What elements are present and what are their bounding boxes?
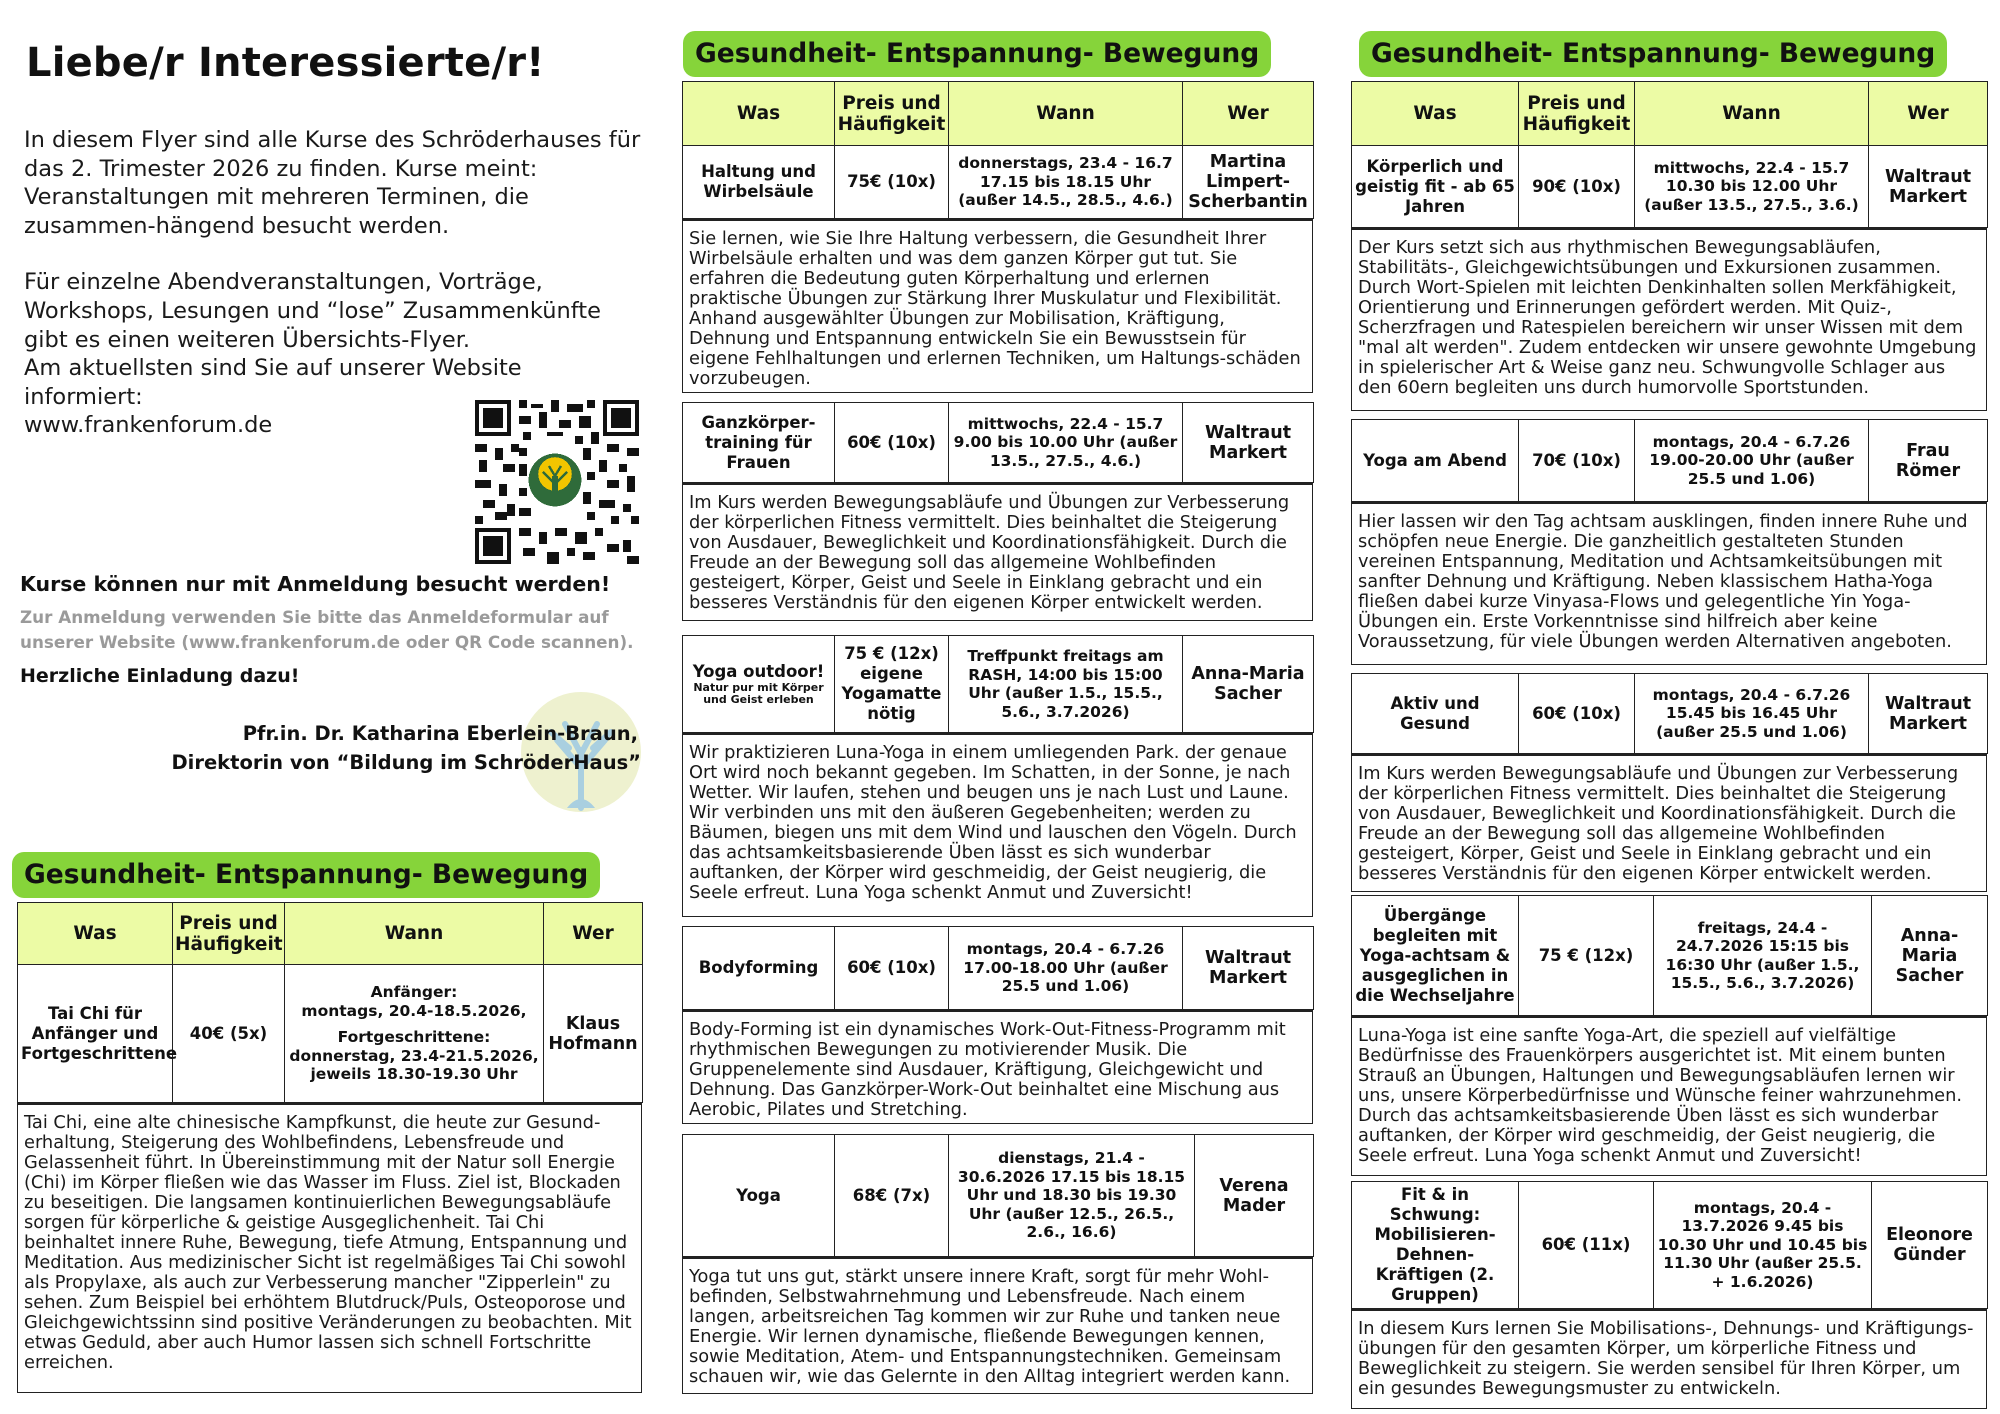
course-was: Yoga (683, 1135, 835, 1257)
header-wer: Wer (1183, 82, 1314, 146)
course-ganzkoerper (682, 402, 1313, 621)
course-haltung (682, 81, 1313, 393)
course-table (682, 81, 1314, 219)
course-description: Sie lernen, wie Sie Ihre Haltung verbessern, die Gesundheit Ihrer Wirbelsäule erhalten und was dem ganzen Körper gut tut. Sie erfahren die Bedeutung guten Körperhaltung und erlernen praktische Übungen zur Stärkung Ihrer Muskulatur und Flexibilität. Anhand ausgewählter Übungen zur Mobilisation, Kräftigung, Dehnung und Entspannung entwickeln Sie ein Bewusstsein für eigene Fehlhaltungen und erlernen Techniken, um Haltungs-schäden vorzubeugen. (682, 219, 1313, 393)
course-yogaoutdoor (682, 635, 1313, 917)
course-table (1351, 895, 1988, 1016)
course-wann: montags, 20.4 - 6.7.26 19.00-20.00 Uhr (außer 25.5 und 1.06) (1635, 420, 1869, 502)
course-was: Aktiv und Gesund (1352, 674, 1519, 754)
header-wann: Wann (285, 903, 544, 965)
course-preis: 75€ (10x) (835, 146, 949, 219)
qr-code-icon[interactable] (475, 400, 639, 564)
course-wer: Verena Mader (1195, 1135, 1314, 1257)
signup-note: Zur Anmeldung verwenden Sie bitte das Anmeldeformular auf unserer Website (www.frankenforum.de oder QR Code scannen). (20, 607, 634, 652)
course-was: Körperlich und geistig fit - ab 65 Jahren (1352, 146, 1519, 228)
course-was: Haltung und Wirbelsäule (683, 146, 835, 219)
course-was: Yoga am Abend (1352, 420, 1519, 502)
course-preis: 75 € (12x) (1519, 896, 1654, 1016)
course-table (1351, 673, 1988, 754)
course-wann: mittwochs, 22.4 - 15.7 10.30 bis 12.00 Uhr (außer 13.5., 27.5., 3.6.) (1635, 146, 1869, 228)
header-wann: Wann (1635, 82, 1869, 146)
course-was: Bodyforming (683, 927, 835, 1010)
course-yoga (682, 1134, 1313, 1394)
course-table (682, 402, 1314, 483)
course-aktiv (1351, 673, 1987, 892)
course-wann: mittwochs, 22.4 - 15.7 9.00 bis 10.00 Uhr (außer 13.5., 27.5., 4.6.) (949, 403, 1183, 483)
intro-body (24, 126, 644, 440)
signature-role: Direktorin von “Bildung im SchröderHaus” (171, 751, 641, 774)
signature-name: Pfr.in. Dr. Katharina Eberlein-Braun, (242, 722, 638, 745)
intro-para-2: Für einzelne Abendveranstaltungen, Vorträge, Workshops, Lesungen und “lose” Zusammenkünfte gibt es einen weiteren Übersichts-Flyer. (24, 269, 601, 353)
course-wer: Waltraut Markert (1183, 403, 1314, 483)
course-description: Body-Forming ist ein dynamisches Work-Out-Fitness-Programm mit rhythmischen Bewegungen zu motivierender Musik. Die Gruppenelemente sind Ausdauer, Kräftigung, Gleichgewicht und Dehnung. Das Ganzkörper-Work-Out beinhaltet eine Mischung aus Aerobic, Pilates und Stretching. (682, 1010, 1313, 1124)
course-preis: 60€ (10x) (835, 927, 949, 1010)
course-was: Übergänge begleiten mit Yoga-achtsam & ausgeglichen in die Wechseljahre (1352, 896, 1519, 1016)
course-description: In diesem Kurs lernen Sie Mobilisations-, Dehnungs- und Kräftigungs-übungen für den gesamten Körper, um körperliche Fitness und Beweglichkeit zu steigern. Sie werden sensibel für Ihren Körper, um ein gesundes Bewegungsmuster zu entwickeln. (1351, 1309, 1987, 1409)
header-was: Was (18, 903, 173, 965)
course-wer: Frau Römer (1869, 420, 1988, 502)
course-wer: Waltraut Markert (1869, 146, 1988, 228)
section-header: Gesundheit- Entspannung- Bewegung (683, 31, 1271, 77)
course-table (1351, 81, 1988, 228)
course-table (682, 635, 1314, 733)
header-wann: Wann (949, 82, 1183, 146)
course-wer: Waltraut Markert (1869, 674, 1988, 754)
course-wann: dienstags, 21.4 - 30.6.2026 17.15 bis 18.15 Uhr und 18.30 bis 19.30 Uhr (außer 12.5., 26.5., 2.6., 16.6) (949, 1135, 1195, 1257)
course-wann: Treffpunkt freitags am RASH, 14:00 bis 15:00 Uhr (außer 1.5., 15.5., 5.6., 3.7.2026) (949, 636, 1183, 733)
course-wer: Martina Limpert-Scherbantin (1183, 146, 1314, 219)
course-table (682, 1134, 1314, 1257)
header-was: Was (683, 82, 835, 146)
course-wann: freitags, 24.4 - 24.7.2026 15:15 bis 16:30 Uhr (außer 1.5., 15.5., 5.6., 3.7.2026) (1654, 896, 1872, 1016)
course-was: Yoga outdoor! Natur pur mit Körper und Geist erleben (683, 636, 835, 733)
website-link[interactable]: www.frankenforum.de (24, 412, 273, 439)
course-preis: 90€ (10x) (1519, 146, 1635, 228)
course-description: Hier lassen wir den Tag achtsam ausklingen, finden innere Ruhe und schöpfen neue Energie. Die ganzheitlich gestalteten Stunden vereinen Entspannung, Meditation und Achtsamkeitsübungen mit sanfter Dehnung und Kräftigung. Neben klassischem Hatha-Yoga fließen dabei kurze Vinyasa-Flows und gelegentliche Yin Yoga-Übungen ein. Erste Vorkenntnisse sind hilfreich aber keine Voraussetzung, für viele Übungen werden Alternativen angeboten. (1351, 502, 1987, 665)
course-preis: 40€ (5x) (173, 965, 285, 1103)
course-wer: Anna-Maria Sacher (1872, 896, 1988, 1016)
section-header: Gesundheit- Entspannung- Bewegung (12, 852, 600, 898)
intro-para-3: Am aktuellsten sind Sie auf unserer Website informiert: (24, 355, 522, 410)
course-description: Yoga tut uns gut, stärkt unsere innere Kraft, sorgt für mehr Wohl-befinden, Selbstwahrnehmung und Lebensfreude. Nach einem langen, arbeitsreichen Tag kommen wir zur Ruhe und tanken neue Energie. Wir lernen dynamische, fließende Bewegungen kennen, sowie Meditation, Atem- und Entspannungstechniken. Gemeinsam schauen wir, wie das Gelernte in den Alltag integriert werden kann. (682, 1257, 1313, 1394)
course-preis: 60€ (10x) (835, 403, 949, 483)
course-description: Der Kurs setzt sich aus rhythmischen Bewegungsabläufen, Stabilitäts-, Gleichgewichtsübungen und Exkursionen zusammen. Durch Wort-Spielen mit leichten Denkinhalten sollen Merkfähigkeit, Orientierung und Erinnerungen gefördert werden. Mit Quiz-, Scherzfragen und Ratespielen bereichern wir unser Wissen mit dem "mal alt werden". Zudem entdecken wir unsere gewohnte Umgebung in spielerischer Art & Weise ganz neu. Schwungvolle Schlager aus den 60ern begleiten uns durch humorvolle Sportstunden. (1351, 228, 1987, 411)
course-description: Luna-Yoga ist eine sanfte Yoga-Art, die speziell auf vielfältige Bedürfnisse des Frauenkörpers ausgerichtet ist. Mit einem bunten Strauß an Übungen, Haltungen und Bewegungsabläufen lernen wir uns, unsere Körperbedürfnisse und Wünsche feiner wahrzunehmen. Durch das achtsamkeitsbasierende Üben lässt es sich wunderbar auftanken, der Körper wird geschmeidig, der Geist neugierig, die Seele erfreut. Luna Yoga schenkt Anmut und Zuversicht! (1351, 1016, 1987, 1176)
course-wann: montags, 20.4 - 6.7.26 15.45 bis 16.45 Uhr (außer 25.5 und 1.06) (1635, 674, 1869, 754)
course-yogaabend (1351, 419, 1987, 665)
course-preis: 60€ (11x) (1519, 1182, 1654, 1309)
course-fit (1351, 1181, 1987, 1409)
course-bodyforming (682, 926, 1313, 1124)
course-wann: Anfänger: montags, 20.4-18.5.2026, Fortgeschrittene: donnerstag, 23.4-21.5.2026, jeweils 18.30-19.30 Uhr (285, 965, 544, 1103)
signup-notice: Kurse können nur mit Anmeldung besucht werden! (20, 572, 611, 596)
course-preis: 75 € (12x) eigene Yogamatte nötig (835, 636, 949, 733)
course-wer: Anna-Maria Sacher (1183, 636, 1314, 733)
section-header: Gesundheit- Entspannung- Bewegung (1359, 31, 1947, 77)
course-wer: Klaus Hofmann (544, 965, 643, 1103)
course-table (17, 902, 643, 1103)
header-preis: Preis und Häufigkeit (173, 903, 285, 965)
course-table (682, 926, 1314, 1010)
course-was: Tai Chi für Anfänger und Fortgeschrittene (18, 965, 173, 1103)
course-description: Wir praktizieren Luna-Yoga in einem umliegenden Park. der genaue Ort wird noch bekannt gegeben. Im Schatten, in der Sonne, je nach Wetter. Wir laufen, stehen und beugen uns je nach Lust und Laune. Wir verbinden uns mit den äußeren Gegebenheiten; werden zu Bäumen, biegen uns mit dem Wind und lauschen den Vögeln. Durch das achtsamkeitsbasierende Üben lässt es sich wunderbar auftanken, der Körper wird geschmeidig, der Geist neugierig, die Seele erfreut. Luna Yoga schenkt Anmut und Zuversicht! (682, 733, 1313, 917)
course-uebergaenge (1351, 895, 1987, 1176)
course-description: Im Kurs werden Bewegungsabläufe und Übungen zur Verbesserung der körperlichen Fitness vermittelt. Dies beinhaltet die Steigerung von Ausdauer, Beweglichkeit und Koordinationsfähigkeit. Durch die Freude an der Bewegung soll das allgemeine Wohlbefinden gesteigert, Körper, Geist und Seele in Einklang gebracht und ein besseres Verständnis für den eigenen Körper entwickelt werden. (682, 483, 1313, 621)
course-wann: montags, 20.4 - 6.7.26 17.00-18.00 Uhr (außer 25.5 und 1.06) (949, 927, 1183, 1010)
header-wer: Wer (1869, 82, 1988, 146)
course-wer: Eleonore Günder (1872, 1182, 1988, 1309)
course-preis: 70€ (10x) (1519, 420, 1635, 502)
course-was: Ganzkörper-training für Frauen (683, 403, 835, 483)
course-taichi (17, 902, 642, 1393)
intro-para-1: In diesem Flyer sind alle Kurse des Schröderhauses für das 2. Trimester 2026 zu finden. Kurse meint: Veranstaltungen mit mehreren Terminen, die zusammen-hängend besucht werden. (24, 127, 641, 239)
intro-title: Liebe/r Interessierte/r! (26, 40, 545, 86)
course-preis: 68€ (7x) (835, 1135, 949, 1257)
course-koerperlich (1351, 81, 1987, 411)
course-description: Tai Chi, eine alte chinesische Kampfkunst, die heute zur Gesund-erhaltung, Steigerung des Wohlbefindens, Lebensfreude und Gelassenheit führt. In Übereinstimmung mit der Natur soll Energie (Chi) im Körper fließen wie das Wasser im Fluss. Ziel ist, Blockaden zu beseitigen. Die langsamen kontinuierlichen Bewegungsabläufe sorgen für körperliche & geistige Ausgeglichenheit. Tai Chi beinhaltet innere Ruhe, Bewegung, tiefe Atmung, Entspannung und Meditation. Aus medizinischer Sicht ist regelmäßiges Tai Chi sowohl als Propylaxe, als auch zur Verbesserung mancher "Zipperlein" zu sehen. Zum Beispiel bei erhöhtem Blutdruck/Puls, Osteoporose und Gleichgewichtssinn sind positive Veränderungen zu beobachten. Mit etwas Geduld, aber auch Humor lassen sich schnell Fortschritte erreichen. (17, 1103, 642, 1393)
header-preis: Preis und Häufigkeit (835, 82, 949, 146)
header-wer: Wer (544, 903, 643, 965)
header-was: Was (1352, 82, 1519, 146)
course-table (1351, 419, 1988, 502)
course-wer: Waltraut Markert (1183, 927, 1314, 1010)
course-wann: montags, 20.4 - 13.7.2026 9.45 bis 10.30 Uhr und 10.45 bis 11.30 Uhr (außer 25.5. + 1.6.2026) (1654, 1182, 1872, 1309)
header-preis: Preis und Häufigkeit (1519, 82, 1635, 146)
course-table (1351, 1181, 1988, 1309)
course-description: Im Kurs werden Bewegungsabläufe und Übungen zur Verbesserung der körperlichen Fitness vermittelt. Dies beinhaltet die Steigerung von Ausdauer, Beweglichkeit und Koordinationsfähigkeit. Durch die Freude an der Bewegung soll das allgemeine Wohlbefinden gesteigert, Körper, Geist und Seele in Einklang gebracht und ein besseres Verständnis für den eigenen Körper entwickelt werden. (1351, 754, 1987, 892)
course-was: Fit & in Schwung: Mobilisieren-Dehnen- Kräftigen (2. Gruppen) (1352, 1182, 1519, 1309)
invite-text: Herzliche Einladung dazu! (20, 665, 300, 687)
course-wann: donnerstags, 23.4 - 16.7 17.15 bis 18.15 Uhr (außer 14.5., 28.5., 4.6.) (949, 146, 1183, 219)
course-subtitle: Natur pur mit Körper und Geist erleben (693, 680, 824, 706)
course-preis: 60€ (10x) (1519, 674, 1635, 754)
